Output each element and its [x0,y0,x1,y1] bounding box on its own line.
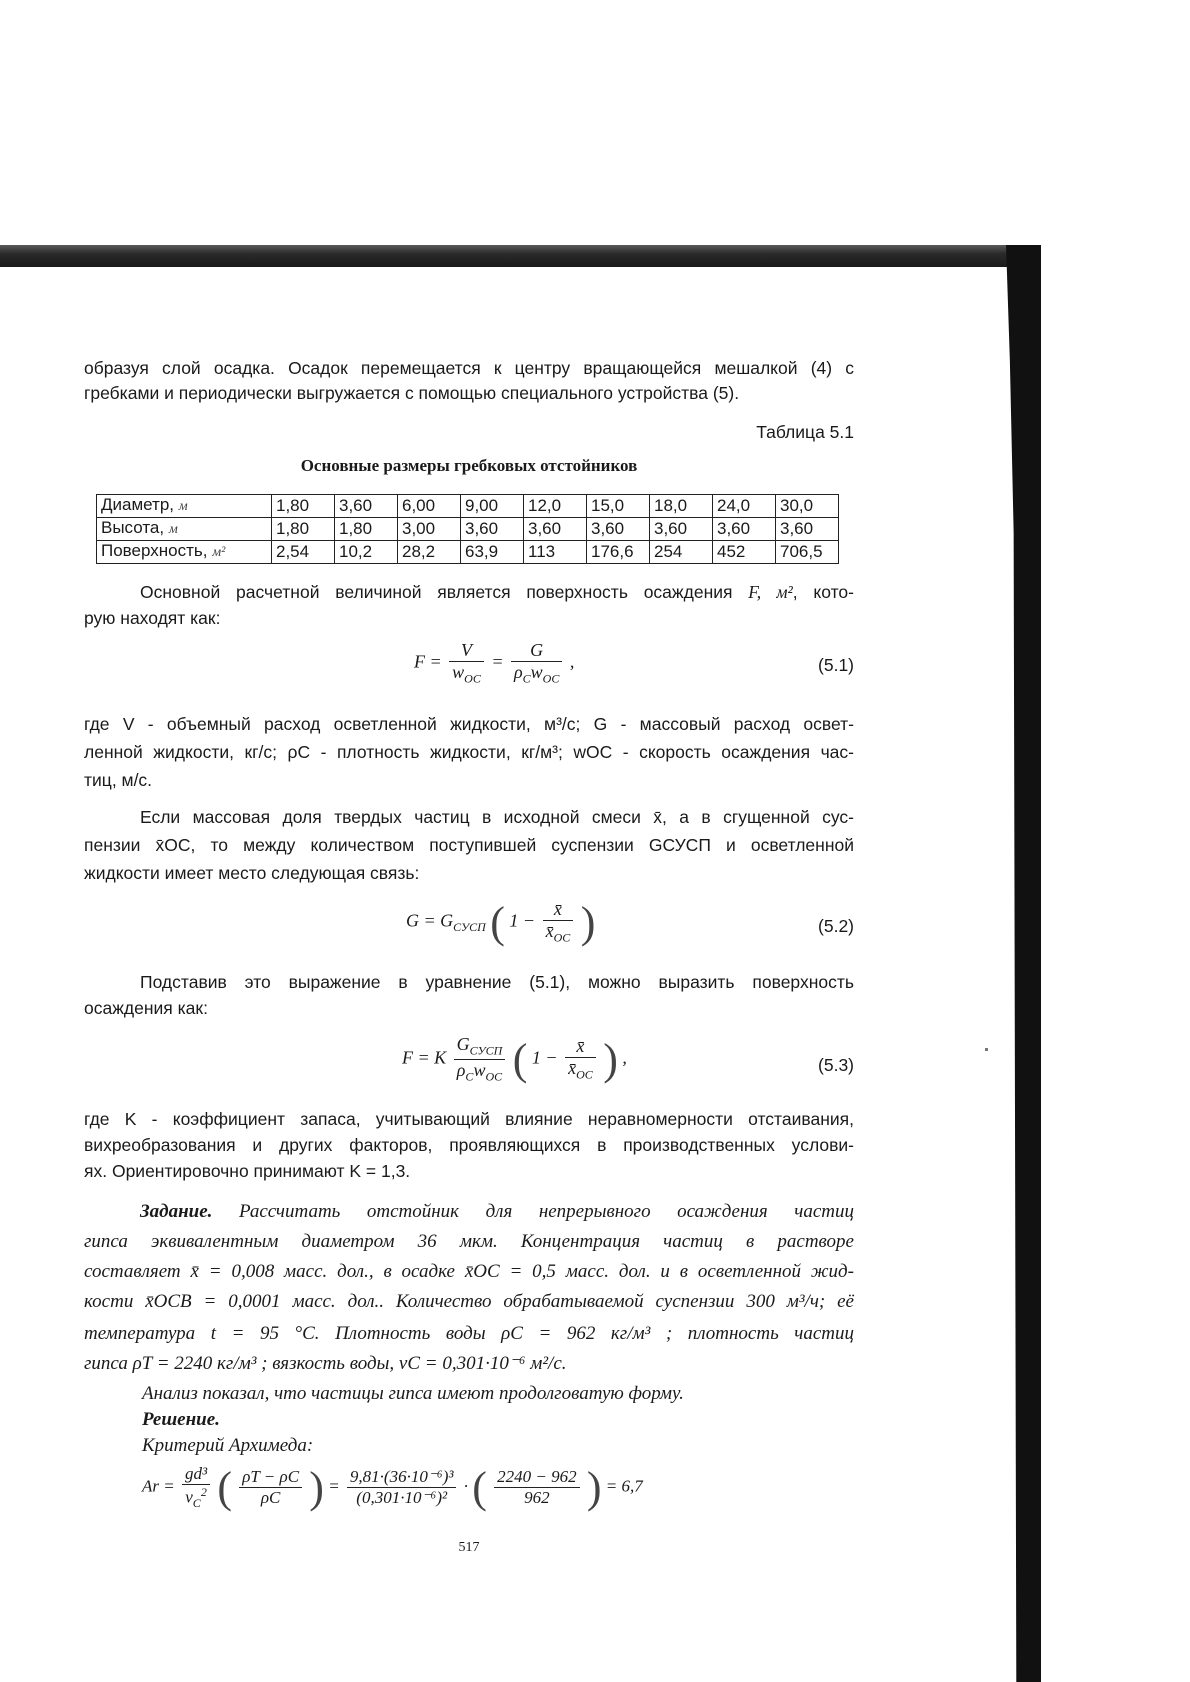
task-solution: Решение. [142,1409,220,1430]
table-cell: 12,0 [524,495,587,518]
scan-edge-right [1003,245,1041,1682]
para4-line-1: Подставив это выражение в уравнение (5.1), можно выразить поверхность [140,972,854,992]
page-number: 517 [458,1540,480,1555]
para3-line-3: жидкости имеет место следующая связь: [84,863,420,883]
para2-line-3: тиц, м/с. [84,770,153,790]
dimensions-table [96,494,839,564]
task-text-1: Рассчитать отстойник для непрерывного осаждения частиц [238,1201,854,1222]
table-cell: 1,80 [272,518,335,541]
task-line-4: кости x̄OCB = 0,0001 масс. дол.. Количество обрабатываемой суспензии 300 м³/ч; её [84,1291,854,1312]
table-row [97,495,839,518]
eq4-fraction-1: $\frac{\text{gd³}}{\nu_C^2}$ [182,1464,210,1511]
table-cell: 3,60 [776,518,839,541]
task-label: Задание. [140,1201,213,1222]
table-cell: 9,00 [461,495,524,518]
para4-line-2: осаждения как: [84,998,208,1018]
table-cell: 24,0 [713,495,776,518]
table-cell: 3,60 [650,518,713,541]
table-row-header: Поверхность, м² [97,541,272,564]
task-line-6: гипса ρT = 2240 кг/м³ ; вязкость воды, νC = 0,301·10⁻⁶ м²/с. [84,1353,567,1374]
table-row-header: Высота, м [97,518,272,541]
para3-line-1: Если массовая доля твердых частиц в исходной смеси x̄, а в сгущенной сус- [140,807,854,827]
scan-edge-top [0,245,1028,267]
task-criterion: Критерий Архимеда: [142,1435,314,1456]
para1-line-1 [84,580,854,605]
table-cell: 15,0 [587,495,650,518]
table-cell: 3,60 [461,518,524,541]
scan-speck [985,1048,988,1051]
table-cell: 706,5 [776,541,839,564]
task-line-1 [84,1198,854,1226]
eq3-number: (5.3) [818,1055,854,1075]
table-cell: 30,0 [776,495,839,518]
eq1-number: (5.1) [818,655,854,675]
table-cell: 63,9 [461,541,524,564]
eq4-fraction-4: $\frac{2240 - 962}{962}$ [494,1467,579,1508]
table-cell: 1,80 [335,518,398,541]
eq1-num-1: V [449,640,484,662]
task-line-2: гипса эквивалентным диаметром 36 мкм. Концентрация частиц в растворе [84,1231,854,1252]
eq4-fraction-3: $\frac{\text{9,81·(36·10⁻⁶)³}}{\text{(0,301·10⁻⁶)²}}$ [347,1467,457,1508]
equation-5-1: F = $\frac{V}{w_{OC}}$ = $\frac{G}{\rho_Cw_{OC}}$ , [414,640,575,686]
table-cell: 2,54 [272,541,335,564]
table-cell: 3,60 [524,518,587,541]
eq1-den-1: $w_{OC}$ [452,662,481,686]
eq1-lhs: F = [414,651,442,672]
table-cell: 28,2 [398,541,461,564]
para1-line-2: рую находят как: [84,608,221,628]
para2-line-2: ленной жидкости, кг/с; ρC - плотность жидкости, кг/м³; wOC - скорость осаждения час- [84,742,854,762]
table-row [97,541,839,564]
eq2-number: (5.2) [818,916,854,936]
table-cell: 113 [524,541,587,564]
table-cell: 3,60 [335,495,398,518]
eq1-den-2: $\rho_Cw_{OC}$ [514,662,560,686]
table-title: Основные размеры гребковых отстойников [300,456,638,475]
eq3-fraction-1: $\frac{G_{СУСП}}{\rho_Cw_{OC}}$ [454,1034,506,1084]
para1-variable: F, м² [748,582,793,602]
eq3-fraction-2: $\frac{x̄}{x̄_{OC}}$ [565,1036,596,1083]
para5-line-1: где K - коэффициент запаса, учитывающий влияние неравномерности отстаивания, [84,1109,854,1129]
para3-line-2: пензии x̄OC, то между количеством поступившей суспензии GСУСП и осветленной [84,835,854,855]
table-row-header: Диаметр, м [97,495,272,518]
para2-line-1: где V - объемный расход осветленной жидкости, м³/с; G - массовый расход освет- [84,714,854,734]
para5-line-3: ях. Ориентировочно принимают K = 1,3. [84,1161,411,1181]
equation-5-2: $G = G_{СУСП}$ ( 1 − $\frac{x̄}{x̄_{OC}}$ ) [406,898,596,947]
table-cell: 452 [713,541,776,564]
table-row [97,518,839,541]
table-cell: 254 [650,541,713,564]
task-analysis: Анализ показал, что частицы гипса имеют продолговатую форму. [142,1383,684,1404]
eq4-fraction-2: $\frac{\rho T - \rho C}{\rho C}$ [239,1467,302,1508]
table-cell: 6,00 [398,495,461,518]
table-cell: 3,60 [587,518,650,541]
table-cell: 10,2 [335,541,398,564]
intro-line-1: образуя слой осадка. Осадок перемещается к центру вращающейся мешалкой (4) с [84,358,854,378]
eq2-fraction: $\frac{x̄}{x̄_{OC}}$ [543,899,574,946]
table-cell: 1,80 [272,495,335,518]
table-cell: 3,00 [398,518,461,541]
table-cell: 3,60 [713,518,776,541]
table-label: Таблица 5.1 [756,422,854,442]
para1-tail: , кото- [792,582,854,602]
para1-text: Основной расчетной величиной является поверхность осаждения [140,582,733,602]
intro-line-2: гребками и периодически выгружается с помощью специального устройства (5). [84,383,740,403]
table-cell: 18,0 [650,495,713,518]
equation-5-3: F = K $\frac{G_{СУСП}}{\rho_Cw_{OC}}$ ( 1 − $\frac{x̄}{x̄_{OC}}$ ) , [402,1034,627,1084]
equation-archimedes: Ar = $\frac{\text{gd³}}{\nu_C^2}$ ( $\frac{\rho T - \rho C}{\rho C}$ ) = $\frac{\text{9,81·(36·10⁻⁶)³}}{\text{(0,301·10⁻⁶)²}}$ · ( $\frac{2240 - 962}{962}$ ) = 6,7 [142,1463,643,1512]
table-cell: 176,6 [587,541,650,564]
para5-line-2: вихреобразования и других факторов, проявляющихся в производственных услови- [84,1135,854,1155]
task-line-3: составляет x̄ = 0,008 масс. дол., в осадке x̄OC = 0,5 масс. дол. и в осветленной жид- [84,1261,854,1282]
eq1-num-2: G [511,640,562,662]
task-line-5: температура t = 95 °C. Плотность воды ρC = 962 кг/м³ ; плотность частиц [84,1323,854,1344]
